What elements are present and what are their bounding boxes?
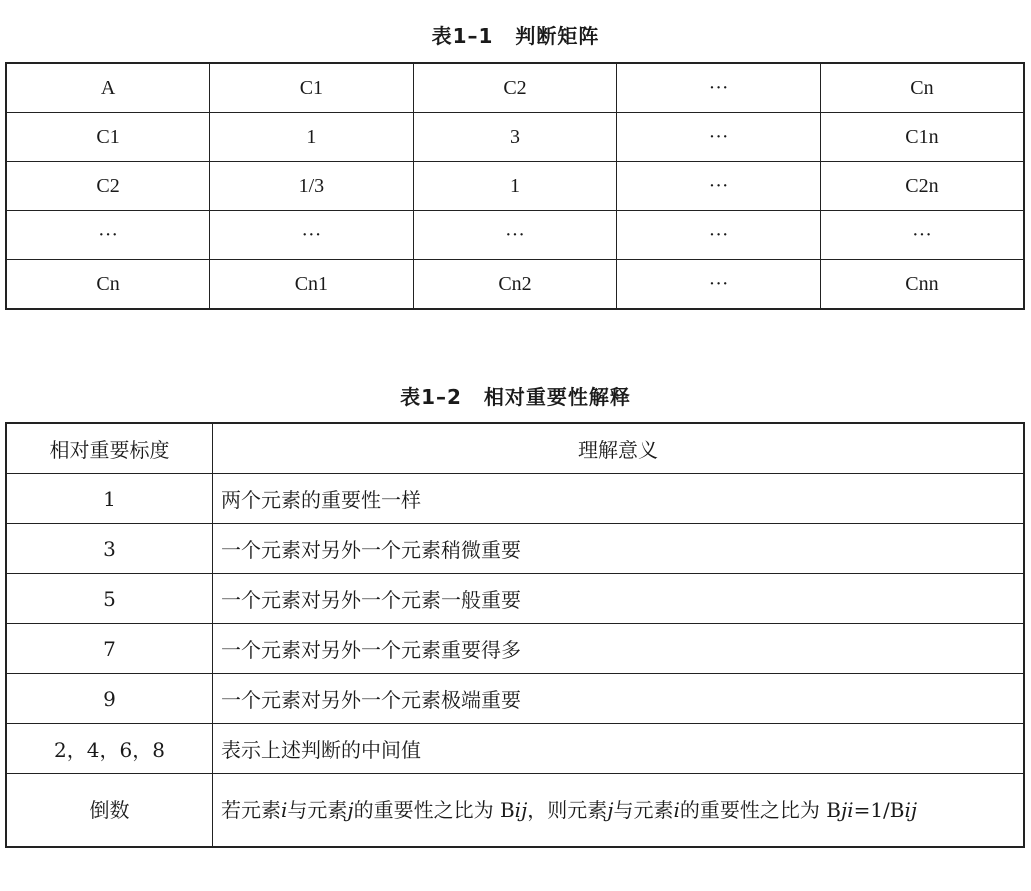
text-run: 的重要性之比为 B: [353, 798, 515, 822]
table-row: [6, 63, 1024, 113]
text-run: 与元素: [613, 798, 674, 822]
header-scale: 相对重要标度: [6, 423, 213, 474]
table-cell: C2: [6, 162, 210, 211]
judgment-matrix-table: [5, 62, 1025, 310]
table-row: [6, 162, 1024, 211]
table-row: [6, 113, 1024, 162]
table-row: [6, 211, 1024, 260]
table-cell: ···: [617, 260, 821, 310]
var-ij: ij: [514, 798, 528, 822]
table-cell: ···: [617, 211, 821, 260]
table-cell: ···: [413, 211, 617, 260]
table-cell: Cn: [6, 260, 210, 310]
meaning-cell: [213, 774, 1025, 848]
meaning-cell: 一个元素对另外一个元素极端重要: [213, 674, 1025, 724]
header-meaning: 理解意义: [213, 423, 1025, 474]
table-cell: C1n: [820, 113, 1024, 162]
table-cell: ···: [6, 211, 210, 260]
meaning-cell: 一个元素对另外一个元素稍微重要: [213, 524, 1025, 574]
scale-cell: 3: [6, 524, 213, 574]
table1-title: 判断矩阵: [515, 24, 600, 48]
scale-cell: 2，4，6，8: [6, 724, 213, 774]
table1-caption: [0, 20, 1031, 49]
table-row: [6, 524, 1024, 574]
table2-title: 相对重要性解释: [483, 385, 631, 409]
table-cell: 1/3: [210, 162, 414, 211]
var-ij: ij: [904, 798, 918, 822]
text-run: =1/B: [853, 798, 905, 822]
table-cell: 3: [413, 113, 617, 162]
table-cell: Cn2: [413, 260, 617, 310]
text-run: 与元素: [287, 798, 348, 822]
meaning-cell: 一个元素对另外一个元素一般重要: [213, 574, 1025, 624]
table-cell: C2n: [820, 162, 1024, 211]
table-row: [6, 574, 1024, 624]
table-cell: C2: [413, 63, 617, 113]
var-j: j: [347, 798, 354, 822]
text-run: ，则元素: [527, 798, 608, 822]
table-row: [6, 474, 1024, 524]
table-header-row: [6, 423, 1024, 474]
text-run: 的重要性之比为 B: [679, 798, 841, 822]
scale-cell: 7: [6, 624, 213, 674]
table-cell: A: [6, 63, 210, 113]
var-ji: ji: [840, 798, 854, 822]
table2-caption: [0, 381, 1031, 410]
table2-number: 表1–2: [400, 385, 462, 409]
var-i: i: [281, 798, 288, 822]
scale-cell: 倒数: [6, 774, 213, 848]
table-row: [6, 260, 1024, 310]
table-cell: ···: [617, 113, 821, 162]
table-cell: ···: [210, 211, 414, 260]
table-cell: Cn1: [210, 260, 414, 310]
scale-cell: 1: [6, 474, 213, 524]
table-cell: C1: [210, 63, 414, 113]
table-cell: 1: [210, 113, 414, 162]
table1-number: 表1–1: [431, 24, 494, 48]
var-j: j: [607, 798, 614, 822]
table-cell: C1: [6, 113, 210, 162]
table-row: [6, 624, 1024, 674]
var-i: i: [673, 798, 680, 822]
meaning-cell: 一个元素对另外一个元素重要得多: [213, 624, 1025, 674]
relative-importance-table: [5, 422, 1025, 848]
table-cell: 1: [413, 162, 617, 211]
table-row: [6, 674, 1024, 724]
table-cell: Cnn: [820, 260, 1024, 310]
table-cell: Cn: [820, 63, 1024, 113]
scale-cell: 5: [6, 574, 213, 624]
meaning-cell: 两个元素的重要性一样: [213, 474, 1025, 524]
table-cell: ···: [820, 211, 1024, 260]
table-row: [6, 774, 1024, 848]
scale-cell: 9: [6, 674, 213, 724]
table-row: [6, 724, 1024, 774]
text-run: 若元素: [221, 798, 281, 822]
meaning-cell: 表示上述判断的中间值: [213, 724, 1025, 774]
table-cell: ···: [617, 63, 821, 113]
table-cell: ···: [617, 162, 821, 211]
